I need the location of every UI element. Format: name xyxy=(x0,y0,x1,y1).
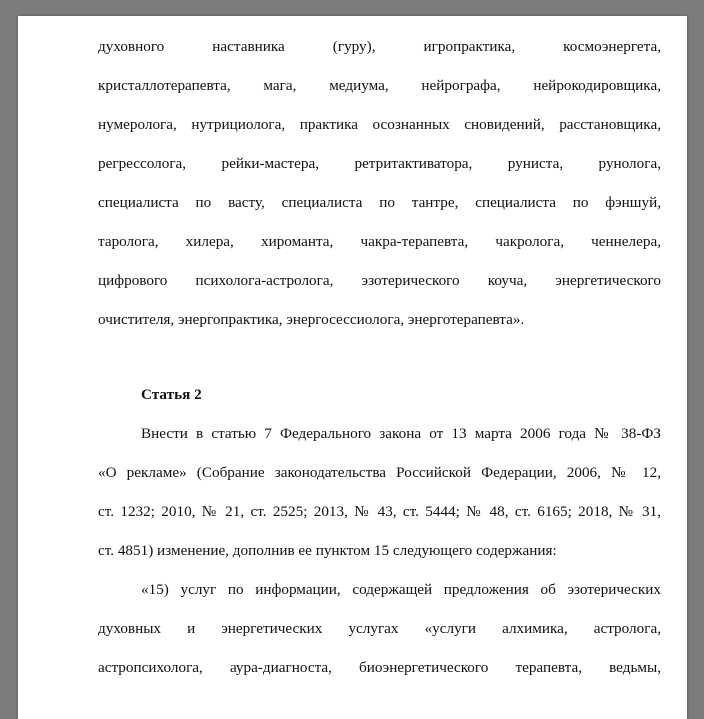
paragraph-2-line-2: «О рекламе» (Собрание законодательства Российской Федерации, 2006, № 12, xyxy=(98,464,661,481)
paragraph-1-line-7: цифрового психолога-астролога, эзотерического коуча, энергетического xyxy=(98,272,661,289)
paragraph-1-line-4: регрессолога, рейки-мастера, ретритактиватора, руниста, рунолога, xyxy=(98,155,661,172)
paragraph-1-line-6: таролога, хилера, хироманта, чакра-терапевта, чакролога, ченнелера, xyxy=(98,233,661,250)
paragraph-1-line-2: кристаллотерапевта, мага, медиума, нейрографа, нейрокодировщика, xyxy=(98,77,661,94)
paragraph-1-line-1: духовного наставника (гуру), игропрактика, космоэнергета, xyxy=(98,38,661,55)
paragraph-2-line-3: ст. 1232; 2010, № 21, ст. 2525; 2013, № 43, ст. 5444; № 48, ст. 6165; 2018, № 31, xyxy=(98,503,661,520)
paragraph-2-line-1: Внести в статью 7 Федерального закона от 13 марта 2006 года № 38-ФЗ xyxy=(141,425,661,442)
article-heading: Статья 2 xyxy=(141,386,202,403)
paragraph-3-line-3: астропсихолога, аура-диагноста, биоэнергетического терапевта, ведьмы, xyxy=(98,659,661,676)
paragraph-1-line-3: нумеролога, нутрициолога, практика осознанных сновидений, расстановщика, xyxy=(98,116,661,133)
paragraph-2-line-4: ст. 4851) изменение, дополнив ее пунктом 15 следующего содержания: xyxy=(98,542,557,559)
paragraph-1-line-5: специалиста по васту, специалиста по тантре, специалиста по фэншуй, xyxy=(98,194,661,211)
paragraph-3-line-2: духовных и энергетических услугах «услуги алхимика, астролога, xyxy=(98,620,661,637)
document-page xyxy=(18,16,687,719)
paragraph-1-line-8: очистителя, энергопрактика, энергосессиолога, энерготерапевта». xyxy=(98,311,525,328)
paragraph-3-line-1: «15) услуг по информации, содержащей предложения об эзотерических xyxy=(141,581,661,598)
